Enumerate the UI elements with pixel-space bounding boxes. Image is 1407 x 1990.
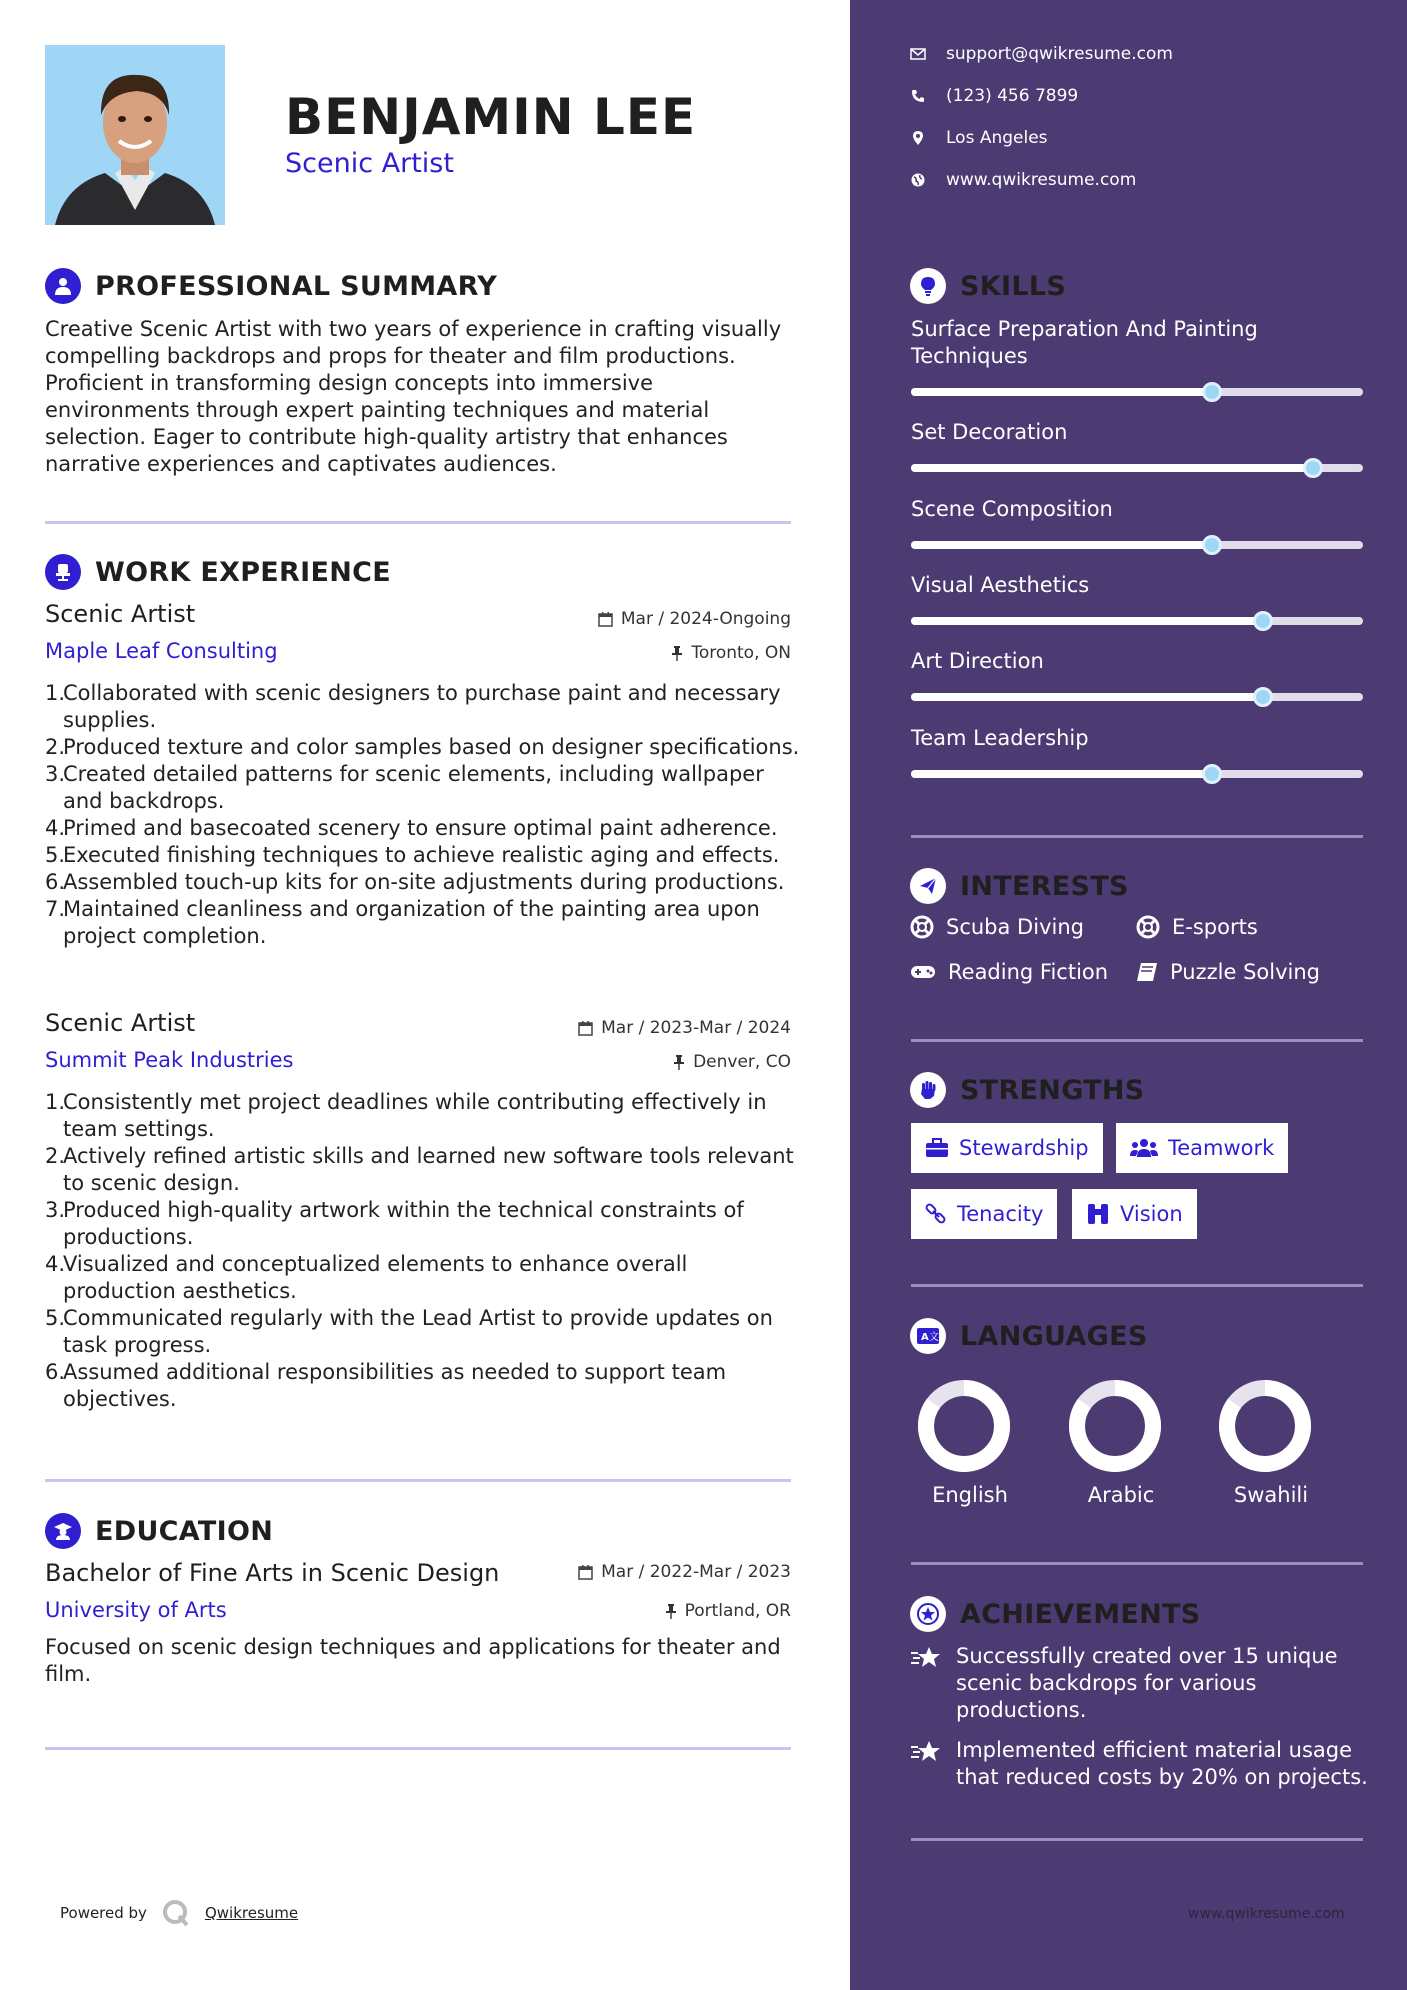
strength-label: Tenacity (957, 1202, 1044, 1226)
education-title: EDUCATION (95, 1515, 274, 1547)
divider (911, 1284, 1363, 1287)
svg-text:文: 文 (929, 1332, 939, 1343)
phone-text: (123) 456 7899 (946, 86, 1079, 106)
star-badge-icon (910, 1596, 946, 1632)
interests-heading (910, 868, 1129, 904)
shooting-star-icon (910, 1737, 944, 1791)
list-item: 3. Created detailed patterns for scenic elements, including wallpaper and backdrops. (45, 762, 764, 813)
job-company: Maple Leaf Consulting (45, 639, 278, 663)
language-label: Swahili (1233, 1483, 1309, 1507)
interest-label: E-sports (1172, 915, 1258, 939)
contact-website[interactable] (910, 170, 1136, 190)
translate-icon (910, 1318, 946, 1354)
list-item: 4. Primed and basecoated scenery to ensure optimal paint adherence. (45, 816, 778, 840)
list-item: 5. Executed finishing techniques to achieve realistic aging and effects. (45, 843, 780, 867)
skills-heading (910, 268, 1066, 304)
phone-icon (910, 89, 926, 103)
list-item: 6. Assumed additional responsibilities as needed to support team objectives. (45, 1360, 727, 1411)
summary-text: Creative Scenic Artist with two years of experience in crafting visually compelling backdrops and props for theater and film productions. Proficient in transforming design concepts into immersive environments through expert painting techniques and material selection. Eager to contribute high-quality artistry that enhances narrative experiences and captivates audiences. (45, 317, 782, 476)
interests-title: INTERESTS (960, 870, 1129, 902)
language-meter (1055, 1366, 1175, 1490)
pin-icon (673, 1055, 685, 1070)
job-date (578, 1018, 791, 1038)
skill-knob[interactable] (1253, 611, 1273, 631)
candidate-name: BENJAMIN LEE (285, 88, 697, 146)
skill-label: Art Direction (911, 649, 1044, 673)
skill-bar[interactable] (911, 464, 1363, 472)
skill-knob[interactable] (1253, 687, 1273, 707)
achievement-text: Implemented efficient material usage that reduced costs by 20% on projects. (956, 1738, 1368, 1789)
briefcase-icon (925, 1138, 949, 1158)
education-date (578, 1562, 791, 1582)
language-label: Arabic (1087, 1483, 1155, 1507)
education-heading (45, 1513, 273, 1549)
list-item: 1. Collaborated with scenic designers to purchase paint and necessary supplies. (45, 681, 781, 732)
paper-plane-icon (910, 868, 946, 904)
globe-icon (910, 173, 926, 187)
interest-item (1136, 915, 1258, 939)
languages-heading (910, 1318, 1148, 1354)
binoculars-icon (1086, 1203, 1110, 1225)
gamepad-icon (910, 963, 936, 981)
contact-location (910, 128, 1048, 148)
skill-bar[interactable] (911, 693, 1363, 701)
skill-label: Team Leadership (911, 726, 1089, 750)
strength-chip (911, 1123, 1103, 1173)
education-date-text: Mar / 2022-Mar / 2023 (601, 1562, 791, 1582)
interest-label: Scuba Diving (946, 915, 1084, 939)
graduate-icon (45, 1513, 81, 1549)
education-location (665, 1601, 791, 1621)
strength-label: Stewardship (959, 1136, 1089, 1160)
divider (911, 1838, 1363, 1841)
experience-title: WORK EXPERIENCE (95, 556, 391, 588)
job-date-text: Mar / 2024-Ongoing (620, 609, 791, 629)
education-text: Focused on scenic design techniques and applications for theater and film. (45, 1635, 781, 1686)
list-item: 2. Produced texture and color samples based on designer specifications. (45, 735, 800, 759)
profile-photo (45, 45, 225, 225)
job-title: Scenic Artist (45, 600, 196, 628)
interest-label: Reading Fiction (948, 960, 1109, 984)
book-icon (1136, 962, 1158, 982)
interest-item (910, 915, 1084, 939)
interest-label: Puzzle Solving (1170, 960, 1320, 984)
skill-label: Surface Preparation And Painting Techniques (911, 317, 1258, 368)
divider (911, 1562, 1363, 1565)
achievements-heading (910, 1596, 1201, 1632)
language-meter (1205, 1366, 1325, 1490)
skill-label: Visual Aesthetics (911, 573, 1090, 597)
pin-icon (665, 1604, 677, 1619)
job-location (673, 1052, 791, 1072)
lightbulb-icon (910, 268, 946, 304)
users-icon (1130, 1138, 1158, 1158)
achievement-item (910, 1643, 1370, 1724)
achievements-title: ACHIEVEMENTS (960, 1598, 1201, 1630)
language-label: English (932, 1483, 1008, 1507)
divider (45, 521, 791, 524)
job-duties-list (45, 1089, 805, 1413)
list-item: 4. Visualized and conceptualized elements to enhance overall production aesthetics. (45, 1252, 688, 1303)
strength-label: Vision (1120, 1202, 1183, 1226)
language-meter (904, 1366, 1024, 1490)
powered-by-text: Powered by (60, 1904, 147, 1922)
job-duties-list (45, 680, 805, 950)
calendar-icon (578, 1565, 593, 1580)
lifebuoy-icon (1136, 915, 1160, 939)
strength-chip (911, 1189, 1057, 1239)
skills-title: SKILLS (960, 270, 1067, 302)
list-item: 2. Actively refined artistic skills and learned new software tools relevant to scenic design. (45, 1144, 794, 1195)
calendar-icon (598, 612, 613, 627)
pin-icon (671, 646, 683, 661)
list-item: 5. Communicated regularly with the Lead Artist to provide updates on task progress. (45, 1306, 773, 1357)
skill-label: Set Decoration (911, 420, 1068, 444)
qwikresume-link[interactable]: Qwikresume (204, 1904, 299, 1922)
skill-bar[interactable] (911, 541, 1363, 549)
education-location-text: Portland, OR (684, 1601, 791, 1621)
strength-chip (1072, 1189, 1197, 1239)
strength-label: Teamwork (1168, 1136, 1275, 1160)
strengths-title: STRENGTHS (960, 1074, 1145, 1106)
link-icon (925, 1203, 947, 1225)
briefcase-chair-icon (45, 554, 81, 590)
list-item: 6. Assembled touch-up kits for on-site adjustments during productions. (45, 870, 785, 894)
strengths-heading (910, 1072, 1145, 1108)
skill-knob[interactable] (1303, 458, 1323, 478)
website-text: www.qwikresume.com (946, 170, 1137, 190)
skill-bar[interactable] (911, 770, 1363, 778)
strength-chip (1116, 1123, 1288, 1173)
map-marker-icon (910, 131, 926, 145)
experience-heading (45, 554, 391, 590)
job-title: Scenic Artist (45, 1009, 196, 1037)
divider (45, 1747, 791, 1750)
contact-email[interactable] (910, 44, 1173, 64)
contact-phone[interactable] (910, 86, 1078, 106)
fist-icon (910, 1072, 946, 1108)
interest-item (1136, 960, 1320, 984)
qwikresume-logo-icon (161, 1898, 191, 1928)
list-item: 7. Maintained cleanliness and organization of the painting area upon project completion. (45, 897, 760, 948)
summary-heading (45, 268, 497, 304)
list-item: 1. Consistently met project deadlines while contributing effectively in team settings. (45, 1090, 767, 1141)
user-icon (45, 268, 81, 304)
calendar-icon (578, 1021, 593, 1036)
job-location (671, 643, 791, 663)
job-company: Summit Peak Industries (45, 1048, 294, 1072)
interest-item (910, 960, 1108, 984)
footer-website[interactable]: www.qwikresume.com (1188, 1906, 1345, 1922)
skill-bar[interactable] (911, 617, 1363, 625)
candidate-title: Scenic Artist (285, 148, 454, 179)
education-school: University of Arts (45, 1598, 227, 1622)
job-location-text: Toronto, ON (691, 643, 791, 663)
divider (911, 1039, 1363, 1042)
divider (911, 835, 1363, 838)
location-text: Los Angeles (946, 128, 1048, 148)
languages-title: LANGUAGES (960, 1320, 1148, 1352)
svg-text:A: A (921, 1332, 929, 1343)
skill-bar[interactable] (911, 388, 1363, 396)
lifebuoy-icon (910, 915, 934, 939)
envelope-icon (910, 48, 926, 60)
summary-title: PROFESSIONAL SUMMARY (95, 270, 498, 302)
education-degree: Bachelor of Fine Arts in Scenic Design (45, 1559, 500, 1587)
skill-label: Scene Composition (911, 497, 1113, 521)
shooting-star-icon (910, 1643, 944, 1724)
divider (45, 1479, 791, 1482)
job-date-text: Mar / 2023-Mar / 2024 (601, 1018, 791, 1038)
list-item: 3. Produced high-quality artwork within the technical constraints of productions. (45, 1198, 744, 1249)
footer-powered-by (60, 1898, 298, 1928)
job-location-text: Denver, CO (693, 1052, 791, 1072)
job-date (598, 609, 791, 629)
achievement-item (910, 1737, 1370, 1791)
achievement-text: Successfully created over 15 unique scenic backdrops for various productions. (956, 1644, 1338, 1722)
email-text: support@qwikresume.com (946, 44, 1173, 64)
